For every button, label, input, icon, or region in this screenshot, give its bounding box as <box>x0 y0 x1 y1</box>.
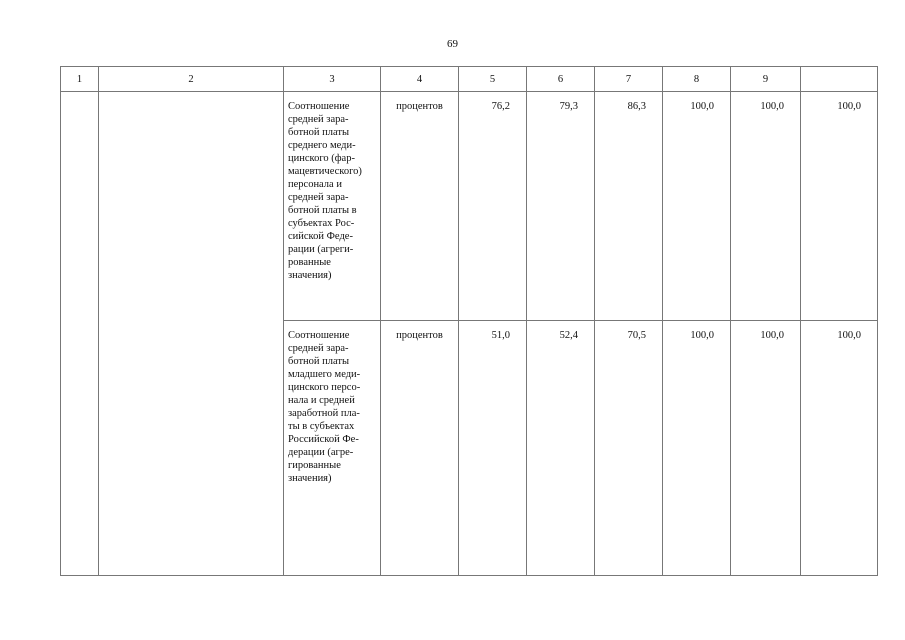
header-cell: 2 <box>99 67 284 92</box>
header-cell: 7 <box>595 67 663 92</box>
indicator-line: младшего меди- <box>288 369 361 380</box>
header-row <box>61 67 878 92</box>
indicator-cell <box>284 321 381 576</box>
indicator-line: значения) <box>288 270 332 281</box>
indicator-line: средней зара- <box>288 343 349 354</box>
value-cell: 70,5 <box>595 321 663 576</box>
header-cell <box>801 67 878 92</box>
indicator-line: Соотношение <box>288 330 350 341</box>
unit-cell: процентов <box>381 321 459 576</box>
value-cell: 79,3 <box>527 92 595 321</box>
header-cell: 3 <box>284 67 381 92</box>
indicator-line: персонала и <box>288 179 342 190</box>
header-cell: 4 <box>381 67 459 92</box>
unit-cell: процентов <box>381 92 459 321</box>
indicator-line: ты в субъектах <box>288 421 355 432</box>
page-number: 69 <box>447 38 458 50</box>
indicator-line: среднего меди- <box>288 140 356 151</box>
indicator-line: рованные <box>288 257 331 268</box>
col2-cell <box>99 92 284 576</box>
header-cell: 8 <box>663 67 731 92</box>
value-cell: 51,0 <box>459 321 527 576</box>
header-cell: 5 <box>459 67 527 92</box>
indicator-line: значения) <box>288 473 332 484</box>
indicator-line: мацевтического) <box>288 166 362 177</box>
data-table <box>60 66 878 576</box>
value-cell: 100,0 <box>801 92 878 321</box>
indicator-cell <box>284 92 381 321</box>
value-cell: 86,3 <box>595 92 663 321</box>
header-cell: 9 <box>731 67 801 92</box>
value-cell: 100,0 <box>731 92 801 321</box>
indicator-line: Российской Фе- <box>288 434 359 445</box>
indicator-line: средней зара- <box>288 114 349 125</box>
indicator-line: дерации (агре- <box>288 447 354 458</box>
indicator-line: заработной пла- <box>288 408 360 419</box>
col1-cell <box>61 92 99 576</box>
header-cell: 1 <box>61 67 99 92</box>
indicator-line: сийской Феде- <box>288 231 353 242</box>
indicator-line: ботной платы в <box>288 205 357 216</box>
indicator-line: рации (агреги- <box>288 244 354 255</box>
value-cell: 100,0 <box>663 321 731 576</box>
indicator-line: Соотношение <box>288 101 350 112</box>
header-cell: 6 <box>527 67 595 92</box>
table-row <box>61 92 878 321</box>
indicator-line: средней зара- <box>288 192 349 203</box>
value-cell: 100,0 <box>731 321 801 576</box>
value-cell: 52,4 <box>527 321 595 576</box>
value-cell: 76,2 <box>459 92 527 321</box>
indicator-line: гированные <box>288 460 341 471</box>
indicator-line: нала и средней <box>288 395 355 406</box>
indicator-line: субъектах Рос- <box>288 218 355 229</box>
indicator-line: ботной платы <box>288 356 350 367</box>
indicator-line: цинского персо- <box>288 382 361 393</box>
value-cell: 100,0 <box>801 321 878 576</box>
value-cell: 100,0 <box>663 92 731 321</box>
indicator-line: ботной платы <box>288 127 350 138</box>
indicator-line: цинского (фар- <box>288 153 355 164</box>
